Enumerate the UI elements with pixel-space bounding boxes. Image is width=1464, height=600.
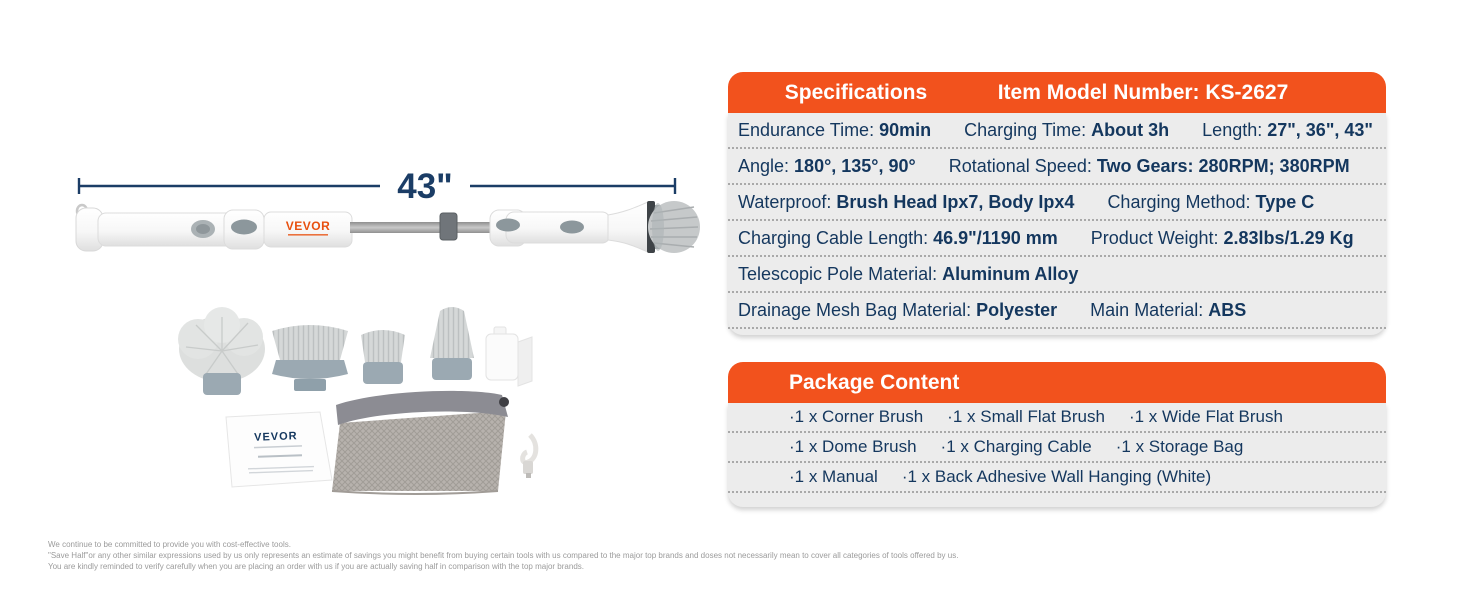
package-item: ·1 x Charging Cable bbox=[940, 437, 1092, 456]
spec-row bbox=[728, 293, 1386, 329]
specifications-title: Specifications bbox=[784, 80, 928, 104]
wall-hanging-bracket bbox=[486, 327, 532, 386]
wide-flat-brush bbox=[272, 325, 348, 391]
package-content-title: Package Content bbox=[789, 370, 960, 394]
spec-table-body bbox=[728, 113, 1386, 335]
disclaimer-line-1: We continue to be committed to provide you with cost-effective tools. bbox=[48, 540, 291, 549]
spec-item: Charging Method: Type C bbox=[1107, 191, 1315, 212]
package-item: ·1 x Storage Bag bbox=[1115, 437, 1244, 456]
spec-item: Rotational Speed: Two Gears: 280RPM; 380RPM bbox=[948, 155, 1350, 176]
brand-logo-on-manual: VEVOR bbox=[253, 430, 298, 444]
product-photo-area bbox=[36, 155, 700, 545]
package-content-panel bbox=[728, 362, 1386, 507]
package-item: ·1 x Corner Brush bbox=[789, 407, 924, 426]
package-item: ·1 x Wide Flat Brush bbox=[1128, 407, 1283, 426]
mesh-storage-bag bbox=[332, 391, 509, 494]
spec-item: Main Material: ABS bbox=[1090, 299, 1247, 320]
drawstring-toggle bbox=[499, 397, 509, 407]
spec-item: Waterproof: Brush Head Ipx7, Body Ipx4 bbox=[738, 191, 1075, 212]
speed-button bbox=[231, 220, 257, 235]
spec-item: Drainage Mesh Bag Material: Polyester bbox=[738, 299, 1058, 320]
length-measurement bbox=[79, 178, 675, 194]
specifications-panel bbox=[728, 72, 1386, 335]
spec-item: Charging Time: About 3h bbox=[964, 119, 1170, 140]
spec-item: Charging Cable Length: 46.9"/1190 mm bbox=[738, 227, 1058, 248]
corner-brush bbox=[430, 307, 474, 380]
spec-item: Endurance Time: 90min bbox=[738, 119, 932, 140]
package-row bbox=[728, 463, 1386, 493]
spec-item: Product Weight: 2.83lbs/1.29 Kg bbox=[1090, 227, 1354, 248]
spec-row bbox=[728, 185, 1386, 221]
user-manual bbox=[226, 412, 332, 487]
disclaimer-text bbox=[48, 539, 958, 572]
package-item: ·1 x Small Flat Brush bbox=[947, 407, 1105, 426]
package-item: ·1 x Back Adhesive Wall Hanging (White) bbox=[901, 467, 1212, 486]
motor-cone bbox=[608, 202, 648, 252]
dome-brush bbox=[178, 307, 265, 395]
disclaimer-line-3: You are kindly reminded to verify carefully when you are placing an order with us if you are actually saving half in comparison with the top major brands. bbox=[48, 562, 584, 571]
package-row bbox=[728, 433, 1386, 463]
charging-cable bbox=[523, 435, 536, 478]
pole-clamp bbox=[440, 213, 457, 240]
package-item: ·1 x Dome Brush bbox=[789, 437, 917, 456]
package-table-body bbox=[728, 403, 1386, 507]
spec-row bbox=[728, 113, 1386, 149]
specifications-header bbox=[728, 72, 1386, 113]
length-label: 43" bbox=[397, 167, 453, 206]
spec-row bbox=[728, 149, 1386, 185]
spec-row bbox=[728, 257, 1386, 293]
model-number-title: Item Model Number: KS-2627 bbox=[997, 80, 1289, 104]
attached-brush-head bbox=[648, 201, 700, 253]
spin-scrubber bbox=[76, 201, 700, 253]
product-illustration bbox=[36, 155, 700, 545]
spec-item: Telescopic Pole Material: Aluminum Alloy bbox=[738, 263, 1079, 284]
brand-logo-on-handle: VEVOR bbox=[285, 219, 331, 233]
package-content-header bbox=[728, 362, 1386, 403]
disclaimer-line-2: "Save Half"or any other similar expressions used by us only represents an estimate of savings you might benefit from buying certain tools with us compared to the major top brands and doses not necessarily mean to cover all categories of tools offered by us. bbox=[48, 551, 959, 560]
package-item: ·1 x Manual bbox=[789, 467, 878, 486]
small-flat-brush bbox=[361, 330, 405, 384]
spec-item: Angle: 180°, 135°, 90° bbox=[738, 155, 916, 176]
spec-item: Length: 27", 36", 43" bbox=[1202, 119, 1373, 140]
package-row bbox=[728, 403, 1386, 433]
spec-row bbox=[728, 221, 1386, 257]
